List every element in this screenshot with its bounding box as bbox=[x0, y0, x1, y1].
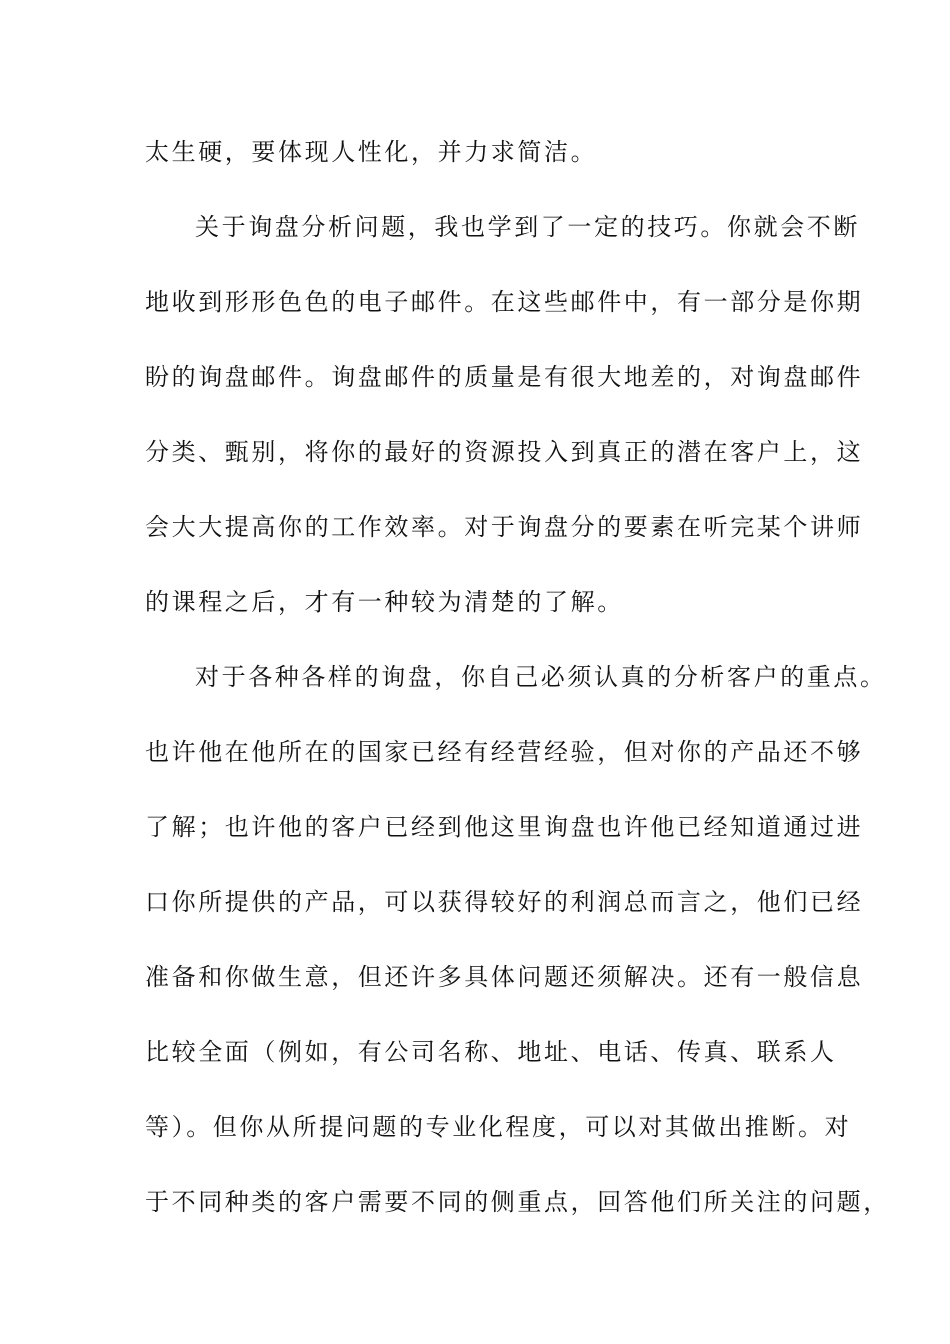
text-line: 比较全面（例如，有公司名称、地址、电话、传真、联系人 bbox=[145, 1038, 837, 1066]
text-line: 于不同种类的客户需要不同的侧重点，回答他们所关注的问题， bbox=[145, 1188, 890, 1216]
text-line: 分类、甄别，将你的最好的资源投入到真正的潜在客户上，这 bbox=[145, 438, 864, 466]
text-line: 太生硬，要体现人性化，并力求简洁。 bbox=[145, 138, 598, 166]
text-line: 口你所提供的产品，可以获得较好的利润总而言之，他们已经 bbox=[145, 888, 864, 916]
text-line: 也许他在他所在的国家已经有经营经验，但对你的产品还不够 bbox=[145, 738, 864, 766]
text-line: 盼的询盘邮件。询盘邮件的质量是有很大地差的，对询盘邮件 bbox=[145, 363, 864, 391]
text-line: 了解；也许他的客户已经到他这里询盘也许他已经知道通过进 bbox=[145, 813, 864, 841]
text-line: 会大大提高你的工作效率。对于询盘分的要素在听完某个讲师 bbox=[145, 513, 864, 541]
paragraph-start-line: 对于各种各样的询盘，你自己必须认真的分析客户的重点。 bbox=[195, 663, 887, 691]
text-line: 等）。但你从所提问题的专业化程度，可以对其做出推断。对 bbox=[145, 1113, 852, 1141]
text-line: 地收到形形色色的电子邮件。在这些邮件中，有一部分是你期 bbox=[145, 288, 864, 316]
text-line: 的课程之后，才有一种较为清楚的了解。 bbox=[145, 588, 624, 616]
text-line: 准备和你做生意，但还许多具体问题还须解决。还有一般信息 bbox=[145, 963, 864, 991]
paragraph-start-line: 关于询盘分析问题，我也学到了一定的技巧。你就会不断 bbox=[195, 213, 860, 241]
